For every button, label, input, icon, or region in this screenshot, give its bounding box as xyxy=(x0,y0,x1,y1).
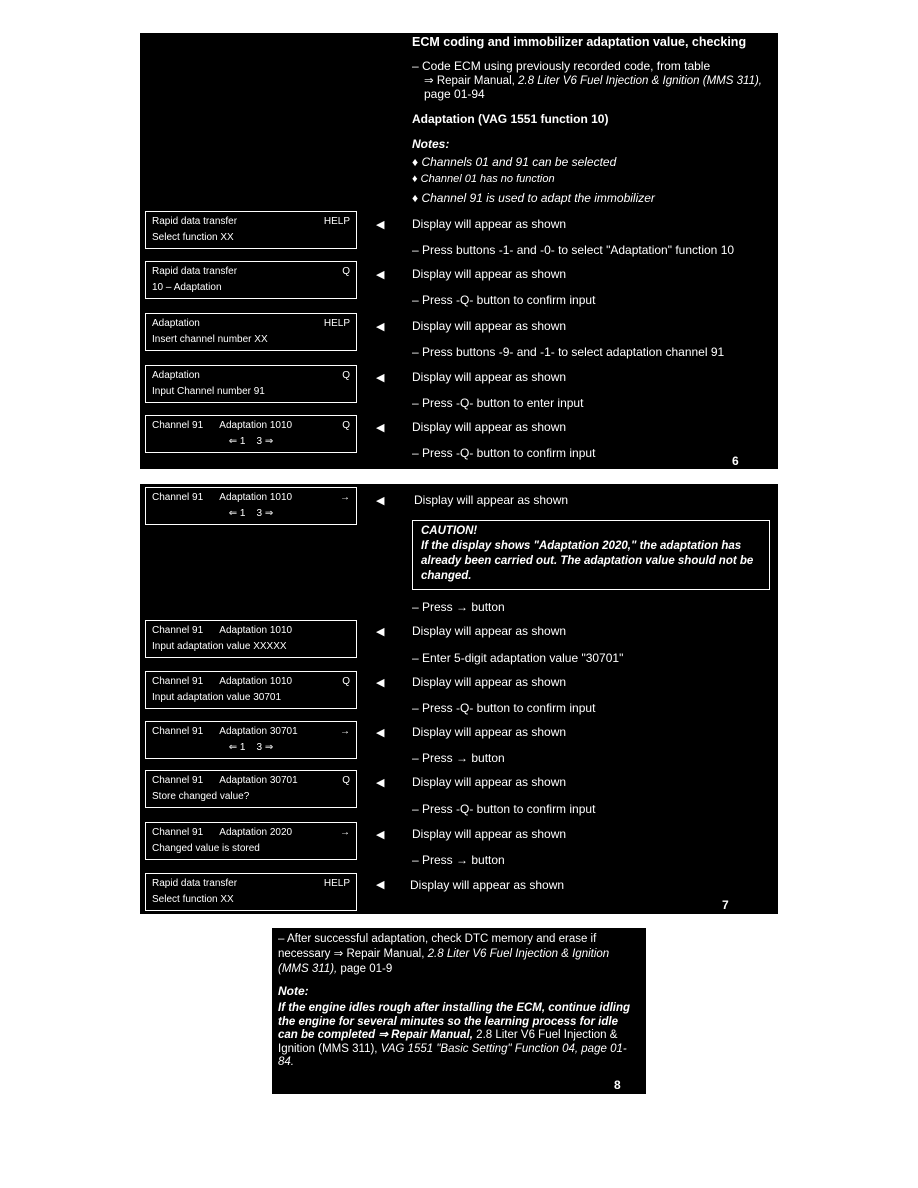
step-display-text: Display will appear as shown xyxy=(412,827,567,841)
tester-display: Channel 91 Adaptation 1010 → ⇐ 1 3 ⇒ xyxy=(145,487,357,525)
page-number: 7 xyxy=(722,898,729,912)
pointer-arrow-icon: ◀ xyxy=(376,777,385,789)
tester-display: Rapid data transfer HELP Select function XX xyxy=(145,873,357,911)
adaptation-heading: Adaptation (VAG 1551 function 10) xyxy=(412,112,609,126)
ref-page: page 01-94 xyxy=(424,87,485,101)
note-label: Note: xyxy=(278,984,309,998)
pointer-arrow-icon: ◀ xyxy=(376,372,385,384)
caution-text: If the display shows "Adaptation 2020," the adaptation has already been carried out. The adaptation value should not be changed. xyxy=(421,540,754,582)
step-action-text: – Press → button xyxy=(412,853,505,867)
note-text xyxy=(278,1002,638,1070)
step-action-text: – Press → button xyxy=(412,751,505,765)
step-action-text: – Press -Q- button to confirm input xyxy=(412,446,596,460)
step-display-text: Display will appear as shown xyxy=(412,775,567,789)
pointer-arrow-icon: ◀ xyxy=(376,219,385,231)
step-display-text: Display will appear as shown xyxy=(412,370,567,384)
step-display-text: Display will appear as shown xyxy=(412,675,567,689)
pointer-arrow-icon: ◀ xyxy=(376,879,385,891)
instruction-text: – After successful adaptation, check DTC memory and erase if necessary ⇒ Repair Manual, xyxy=(278,933,597,960)
manual-page-7 xyxy=(140,484,778,914)
caution-box xyxy=(412,520,770,590)
tester-display: Channel 91 Adaptation 1010 Input adaptation value XXXXX xyxy=(145,620,357,658)
ref-title: 2.8 Liter V6 Fuel Injection & Ignition (MMS 311), xyxy=(518,75,762,87)
step-display-text: Display will appear as shown xyxy=(414,493,569,507)
manual-page-8 xyxy=(272,928,646,1094)
ref-title: 2.8 Liter V6 Fuel Injection & Ignition (MMS 311), xyxy=(278,948,610,975)
pointer-arrow-icon: ◀ xyxy=(376,626,385,638)
step-action-text: – Press -Q- button to confirm input xyxy=(412,293,596,307)
tester-display: Rapid data transfer HELP Select function XX xyxy=(145,211,357,249)
pointer-arrow-icon: ◀ xyxy=(376,321,385,333)
tester-display: Adaptation Q Input Channel number 91 xyxy=(145,365,357,403)
manual-page-6 xyxy=(140,33,778,469)
step-display-text: Display will appear as shown xyxy=(412,267,567,281)
note-body: If the engine idles rough after installing the ECM, continue idling the engine for several minutes so the learning process for idle can be completed ⇒ Repair Manual, xyxy=(278,1002,631,1041)
pointer-arrow-icon: ◀ xyxy=(376,829,385,841)
repair-manual-ref xyxy=(424,73,762,87)
pointer-arrow-icon: ◀ xyxy=(376,422,385,434)
tester-display: Channel 91 Adaptation 30701 Q Store changed value? xyxy=(145,770,357,808)
note-item: ♦ Channel 91 is used to adapt the immobilizer xyxy=(412,191,655,205)
ref-prefix: ⇒ Repair Manual, xyxy=(424,75,515,87)
pointer-arrow-icon: ◀ xyxy=(376,677,385,689)
page-number: 6 xyxy=(732,454,739,468)
step-action-text: – Press → button xyxy=(412,600,505,614)
tester-display: Adaptation HELP Insert channel number XX xyxy=(145,313,357,351)
pointer-arrow-icon: ◀ xyxy=(376,269,385,281)
tester-display: Rapid data transfer Q 10 – Adaptation xyxy=(145,261,357,299)
page-heading: ECM coding and immobilizer adaptation value, checking xyxy=(412,35,747,49)
step-action-text: – Enter 5-digit adaptation value "30701" xyxy=(412,651,624,665)
step-display-text: Display will appear as shown xyxy=(412,624,567,638)
tester-display: Channel 91 Adaptation 30701 → ⇐ 1 3 ⇒ xyxy=(145,721,357,759)
step-display-text: Display will appear as shown xyxy=(410,878,565,892)
step-action-text: – Press -Q- button to enter input xyxy=(412,396,584,410)
dtc-instruction xyxy=(278,932,638,977)
step-action-text: – Press -Q- button to confirm input xyxy=(412,802,596,816)
step-display-text: Display will appear as shown xyxy=(412,217,567,231)
note-item: ♦ Channels 01 and 91 can be selected xyxy=(412,155,617,169)
tester-display: Channel 91 Adaptation 2020 → Changed value is stored xyxy=(145,822,357,860)
pointer-arrow-icon: ◀ xyxy=(376,495,385,507)
step-action-text: – Press buttons -1- and -0- to select "Adaptation" function 10 xyxy=(412,243,735,257)
ref-title: 2.8 Liter V6 Fuel Injection & Ignition (MMS 311), xyxy=(278,1029,618,1055)
pointer-arrow-icon: ◀ xyxy=(376,727,385,739)
step-display-text: Display will appear as shown xyxy=(412,420,567,434)
page-number: 8 xyxy=(614,1078,621,1092)
step-action-text: – Press buttons -9- and -1- to select adaptation channel 91 xyxy=(412,345,725,359)
caution-label: CAUTION! xyxy=(421,525,478,537)
step-action-text: – Press -Q- button to confirm input xyxy=(412,701,596,715)
step-display-text: Display will appear as shown xyxy=(412,319,567,333)
note-item: ♦ Channel 01 has no function xyxy=(412,173,555,185)
notes-label: Notes: xyxy=(412,137,450,151)
tester-display: Channel 91 Adaptation 1010 Q Input adaptation value 30701 xyxy=(145,671,357,709)
step-display-text: Display will appear as shown xyxy=(412,725,567,739)
ref-end: VAG 1551 "Basic Setting" Function 04, page 01-84. xyxy=(278,1042,627,1068)
code-instruction: – Code ECM using previously recorded code, from table xyxy=(412,59,711,73)
tester-display: Channel 91 Adaptation 1010 Q ⇐ 1 3 ⇒ xyxy=(145,415,357,453)
ref-page: page 01-9 xyxy=(340,963,393,975)
